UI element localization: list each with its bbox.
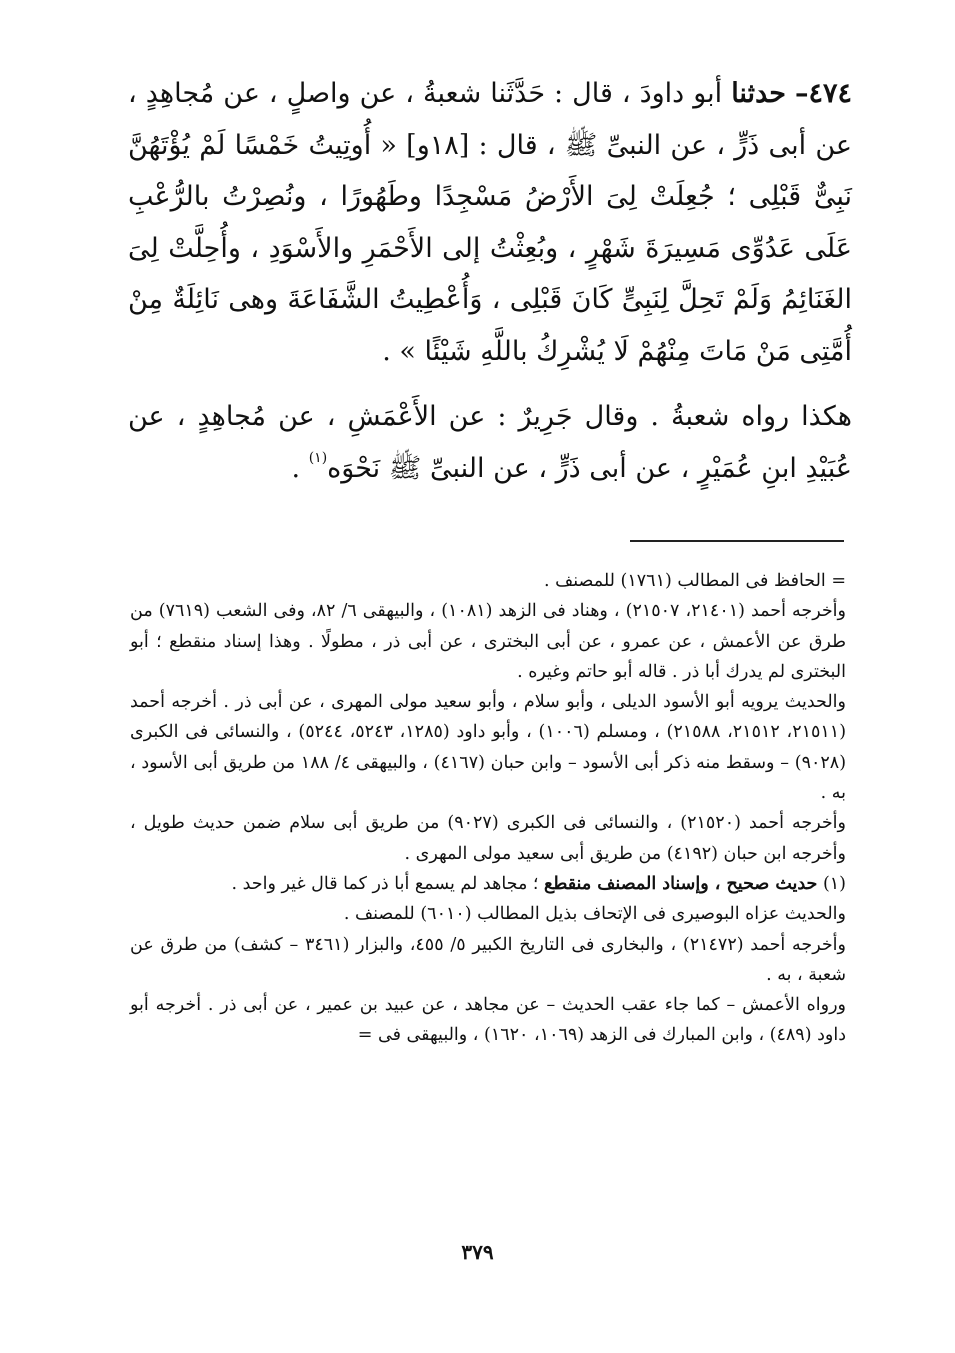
page-number: ٣٧٩ [461,1240,494,1264]
footnote-one [130,869,846,899]
footnote-paragraph: والحديث عزاه البوصيرى فى الإتحاف بذيل المطالب (٦٠١٠) للمصنف . [343,904,846,925]
hadith-intro: حدثنا [731,78,786,109]
commentary-end: . [291,452,309,484]
hadith-number: ٤٧٤– [794,78,852,109]
hadith-commentary [128,391,852,494]
footnote-one-rest: ؛ مجاهد لم يسمع أبا ذر كما قال غير واحد . [231,873,545,894]
footnotes-block [130,566,846,1051]
hadith-main-text [128,68,852,494]
footnote-paragraph: وأخرجه أحمد (٢١٤٧٢) ، والبخارى فى التاريخ الكبير ٥/ ٤٥٥، والبزار (٣٤٦١ – كشف) من طرق عن شعبة ، به . [130,934,846,985]
footnote-marker: (١) [308,449,328,466]
hadith-body: أبو داودَ ، قال : حَدَّثَنا شعبةُ ، عن واصلٍ ، عن مُجاهِدٍ ، عن أبى ذَرٍّ ، عن النبىِّ ﷺ ، قال : [١٨و] « أُوتِيتُ خَمْسًا لَمْ يُؤْتَهُنَّ نَبِىٌّ قَبْلِى ؛ جُعِلَتْ لِىَ الأَرْضُ مَسْجِدًا وطَهُورًا ، ونُصِرْتُ بالرُّعْبِ عَلَى عَدُوِّى مَسِيرَةَ شَهْرٍ ، وبُعِثْتُ إلى الأَحْمَرِ والأَسْوَدِ ، وأُحِلَّتْ لِىَ الغَنَائِمُ وَلَمْ تَحِلَّ لِنَبِىٍّ كَانَ قَبْلِى ، وَأُعْطِيتُ الشَّفَاعَةَ وهى نَائِلَةٌ مِنْ أُمَّتِى مَنْ مَاتَ مِنْهُمْ لَا يُشْرِكُ باللَّهِ شَيْئًا » . [128,78,852,367]
footnote-separator [630,540,844,542]
footnote-paragraph: = الحافظ فى المطالب (١٧٦١) للمصنف . [544,571,846,591]
hadith-paragraph [128,68,852,377]
commentary-text: هكذا رواه شعبةُ . وقال جَرِيرٌ : عن الأَعْمَشِ ، عن مُجاهِدٍ ، عن عُبَيْدِ ابنِ عُمَيْرٍ ، عن أبى ذَرٍّ ، عن النبىِّ ﷺ نَحْوَه [128,401,852,484]
footnote-paragraph: وأخرجه أحمد (٢١٥٢٠) ، والنسائى فى الكبرى (٩٠٢٧) من طريق أبى سلام ضمن حديث طويل ، وأخرجه ابن حبان (٤١٩٢) من طريق أبى سعيد مولى المهرى . [130,813,846,864]
footnote-paragraph: وأخرجه أحمد (٢١٤٠١، ٢١٥٠٧) ، وهناد فى الزهد (١٠٨١) ، والبيهقى ٦/ ٨٢، وفى الشعب (٧٦١٩) من طرق عن الأعمش ، عن عمرو ، عن أبى البخترى ، عن أبى ذر ، مطولًا . وهذا إسناد منقطع ؛ أبو البخترى لم يدرك أبا ذر . قاله أبو حاتم وغيره . [130,601,846,682]
footnote-one-grading: حديث صحيح ، وإسناد المصنف منقطع [544,873,818,894]
footnote-one-prefix: (١) [817,873,846,894]
footnote-paragraph: والحديث يرويه أبو الأسود الديلى ، وأبو سلام ، وأبو سعيد مولى المهرى ، عن أبى ذر . أخرجه أحمد (٢١٥١١، ٢١٥١٢، ٢١٥٨٨) ، ومسلم (١٠٠٦) ، وأبو داود (١٢٨٥، ٥٢٤٣، ٥٢٤٤) ، والنسائى فى الكبرى (٩٠٢٨) – وسقط منه ذكر أبى الأسود – وابن حبان (٤١٦٧) ، والبيهقى ٤/ ١٨٨ من طريق أبى الأسود ، به . [130,692,847,804]
footnote-paragraph: ورواه الأعمش – كما جاء عقب الحديث – عن مجاهد ، عن عبيد بن عمير ، عن أبى ذر . أخرجه أبو داود (٤٨٩) ، وابن المبارك فى الزهد (١٠٦٩، ١٦٢٠) ، والبيهقى فى = [130,995,846,1046]
